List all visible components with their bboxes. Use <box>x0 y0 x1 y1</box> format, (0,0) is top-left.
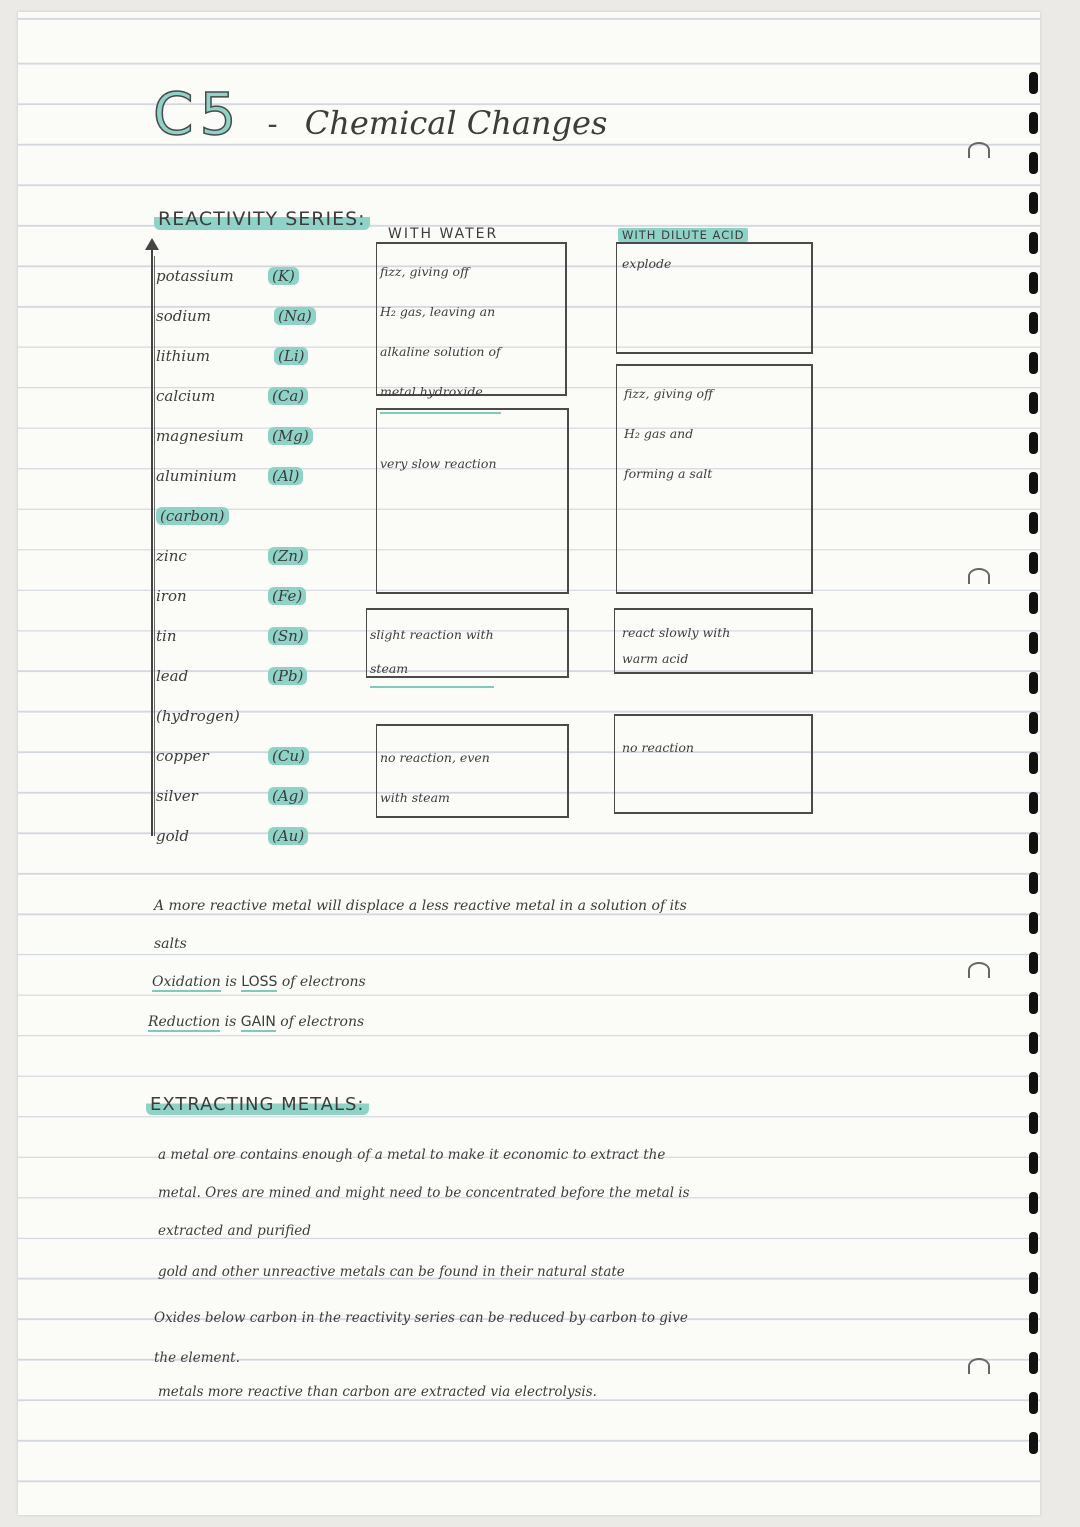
reactivity-arrow <box>151 244 153 836</box>
hole-icon <box>1029 432 1038 454</box>
metal-row: gold (Au) <box>156 816 316 856</box>
hole-icon <box>1029 312 1038 334</box>
hole-icon <box>1029 1312 1038 1334</box>
metal-row: lithium (Li) <box>156 336 316 376</box>
hole-icon <box>1029 632 1038 654</box>
metals-divider <box>154 256 155 836</box>
hole-icon <box>1029 712 1038 734</box>
ring-mark-icon <box>968 1358 990 1374</box>
hole-icon <box>1029 352 1038 374</box>
water-text-3: slight reaction with steam <box>370 618 494 688</box>
ring-mark-icon <box>968 962 990 978</box>
hole-icon <box>1029 792 1038 814</box>
hole-icon <box>1029 72 1038 94</box>
metal-row: tin (Sn) <box>156 616 316 656</box>
extracting-paragraph-1: a metal ore contains enough of a metal to make it economic to extract the metal. Ores are mined and might need to be concentrated before the metal is extracted and purified <box>158 1147 690 1239</box>
acid-text-4: no reaction <box>622 740 694 755</box>
extracting-paragraph-4: metals more reactive than carbon are extracted via electrolysis. <box>158 1384 597 1400</box>
water-heading: WITH WATER <box>388 226 499 242</box>
hole-icon <box>1029 1272 1038 1294</box>
hole-icon <box>1029 1432 1038 1454</box>
hole-icon <box>1029 1192 1038 1214</box>
metal-row: (hydrogen) <box>156 707 240 725</box>
hole-icon <box>1029 592 1038 614</box>
reactivity-heading: REACTIVITY SERIES: <box>154 208 370 230</box>
chapter-code: C5 <box>153 80 243 148</box>
hole-icon <box>1029 1232 1038 1254</box>
metal-row: silver (Ag) <box>156 776 316 816</box>
metal-row: calcium (Ca) <box>156 376 316 416</box>
metal-row: sodium (Na) <box>156 296 316 336</box>
extracting-paragraph-3: Oxides below carbon in the reactivity series can be reduced by carbon to give the element. <box>154 1310 688 1366</box>
title-dash: - <box>267 107 278 142</box>
water-text-2: very slow reaction <box>380 456 497 471</box>
extracting-heading: EXTRACTING METALS: <box>146 1094 369 1115</box>
hole-icon <box>1029 672 1038 694</box>
hole-icon <box>1029 272 1038 294</box>
hole-icon <box>1029 512 1038 534</box>
extracting-paragraph-2: gold and other unreactive metals can be found in their natural state <box>158 1264 625 1280</box>
acid-heading: WITH DILUTE ACID <box>618 228 748 242</box>
hole-icon <box>1029 952 1038 974</box>
hole-icon <box>1029 832 1038 854</box>
metal-row: zinc (Zn) <box>156 536 316 576</box>
acid-box-4 <box>614 714 813 814</box>
hole-icon <box>1029 1352 1038 1374</box>
hole-icon <box>1029 472 1038 494</box>
metal-row: magnesium (Mg) <box>156 416 316 456</box>
displacement-line-2: salts <box>154 936 187 952</box>
page-title <box>153 80 607 148</box>
hole-icon <box>1029 912 1038 934</box>
metal-row: (carbon) <box>156 496 316 536</box>
hole-icon <box>1029 992 1038 1014</box>
ring-mark-icon <box>968 568 990 584</box>
hole-icon <box>1029 152 1038 174</box>
metal-row: copper (Cu) <box>156 736 316 776</box>
hole-icon <box>1029 872 1038 894</box>
binder-holes <box>1010 72 1040 1472</box>
water-box-2 <box>376 408 569 594</box>
metal-row: iron (Fe) <box>156 576 316 616</box>
arrow-head-icon <box>145 238 159 250</box>
title-text: Chemical Changes <box>304 104 608 142</box>
metal-row: aluminium (Al) <box>156 456 316 496</box>
hole-icon <box>1029 1112 1038 1134</box>
notebook-page <box>18 12 1040 1515</box>
hole-icon <box>1029 1032 1038 1054</box>
reduction-definition: Reduction is GAIN of electrons <box>148 1014 365 1030</box>
metal-row: potassium (K) <box>156 256 316 296</box>
metal-row: lead (Pb) <box>156 656 316 696</box>
acid-text-3: react slowly with warm acid <box>622 625 731 666</box>
ring-mark-icon <box>968 142 990 158</box>
hole-icon <box>1029 1072 1038 1094</box>
hole-icon <box>1029 112 1038 134</box>
water-text-1: fizz, giving off H₂ gas, leaving an alkaline solution of metal hydroxide <box>380 252 501 414</box>
displacement-line-1: A more reactive metal will displace a less reactive metal in a solution of its <box>154 898 687 914</box>
acid-text-1: explode <box>622 256 672 271</box>
oxidation-definition: Oxidation is LOSS of electrons <box>152 974 366 990</box>
hole-icon <box>1029 232 1038 254</box>
hole-icon <box>1029 392 1038 414</box>
hole-icon <box>1029 1152 1038 1174</box>
acid-text-2: fizz, giving off H₂ gas and forming a salt <box>624 386 713 481</box>
hole-icon <box>1029 752 1038 774</box>
hole-icon <box>1029 552 1038 574</box>
water-text-4: no reaction, even with steam <box>380 750 490 805</box>
metals-list <box>156 256 316 856</box>
hole-icon <box>1029 192 1038 214</box>
hole-icon <box>1029 1392 1038 1414</box>
